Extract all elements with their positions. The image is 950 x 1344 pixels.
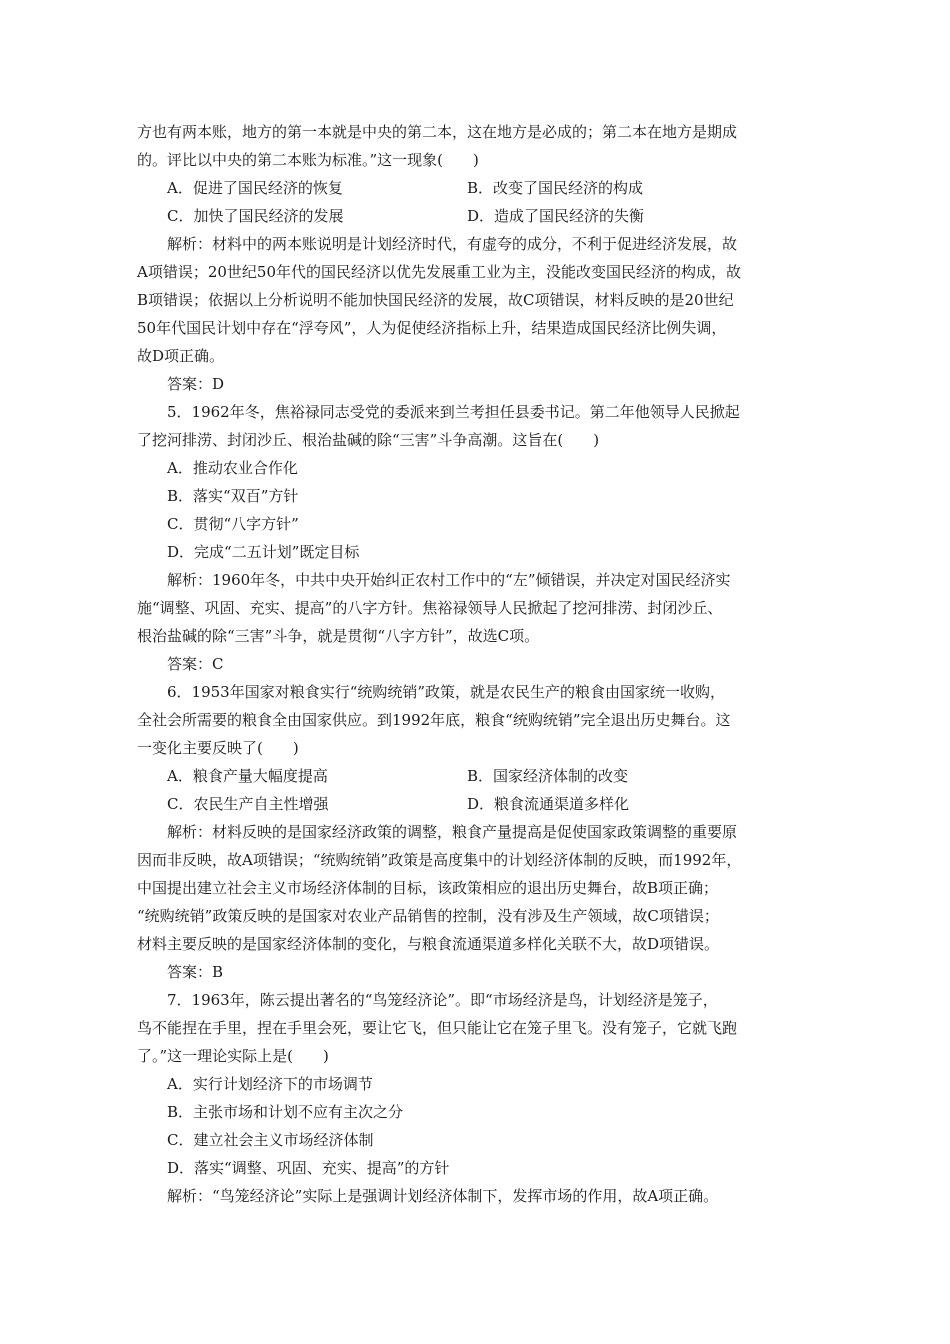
option-row — [137, 762, 813, 790]
option-row — [137, 202, 813, 230]
option-a: A．促进了国民经济的恢复 — [167, 179, 343, 197]
question-stem-line: 7．1963年，陈云提出著名的“鸟笼经济论”。即“市场经济是鸟，计划经济是笼子， — [167, 991, 718, 1009]
option-b: B．国家经济体制的改变 — [467, 767, 629, 785]
option-a: A．实行计划经济下的市场调节 — [167, 1075, 373, 1093]
option-d: D．落实“调整、巩固、充实、提高”的方针 — [167, 1159, 450, 1177]
question-stem-line: 全社会所需要的粮食全由国家供应。到1992年底，粮食“统购统销”完全退出历史舞台。这 — [137, 711, 731, 729]
analysis-line: 解析：1960年冬，中共中央开始纠正农村工作中的“左”倾错误，并决定对国民经济实 — [167, 571, 731, 589]
option-c: C．建立社会主义市场经济体制 — [167, 1131, 374, 1149]
answer: 答案：C — [167, 655, 224, 673]
question-stem-line: 了。”这一理论实际上是( ) — [137, 1047, 329, 1065]
option-c: C．加快了国民经济的发展 — [167, 207, 344, 225]
question-stem-line: 6．1953年国家对粮食实行“统购统销”政策，就是农民生产的粮食由国家统一收购， — [167, 683, 726, 701]
option-a: A．推动农业合作化 — [167, 459, 298, 477]
option-c: C．贯彻“八字方针” — [167, 515, 299, 533]
analysis-line: 材料主要反映的是国家经济体制的变化，与粮食流通渠道多样化关联不大，故D项错误。 — [137, 935, 720, 953]
analysis-line: “统购统销”政策反映的是国家对农业产品销售的控制，没有涉及生产领域，故C项错误； — [137, 907, 719, 925]
question-stem-line: 方也有两本账，地方的第一本就是中央的第二本，这在地方是必成的；第二本在地方是期成 — [137, 123, 738, 141]
question-stem-line: 了挖河排涝、封闭沙丘、根治盐碱的除“三害”斗争高潮。这旨在( ) — [137, 431, 600, 449]
document-page — [137, 118, 813, 1210]
analysis-line: 解析：材料反映的是国家经济政策的调整，粮食产量提高是促使国家政策调整的重要原 — [167, 823, 738, 841]
analysis-line: 故D项正确。 — [137, 347, 225, 365]
option-a: A．粮食产量大幅度提高 — [167, 767, 328, 785]
analysis-line: 根治盐碱的除“三害”斗争，就是贯彻“八字方针”，故选C项。 — [137, 627, 540, 645]
question-5 — [137, 398, 813, 678]
option-row — [137, 790, 813, 818]
analysis-line: 中国提出建立社会主义市场经济体制的目标，该政策相应的退出历史舞台，故B项正确； — [137, 879, 719, 897]
answer: 答案：B — [167, 963, 224, 981]
analysis-line: 解析：“鸟笼经济论”实际上是强调计划经济体制下，发挥市场的作用，故A项正确。 — [167, 1187, 719, 1205]
question-7 — [137, 986, 813, 1210]
question-stem-line: 鸟不能捏在手里，捏在手里会死，要让它飞，但只能让它在笼子里飞。没有笼子，它就飞跑 — [137, 1019, 738, 1037]
option-c: C．农民生产自主性增强 — [167, 795, 329, 813]
analysis-line: A项错误；20世纪50年代的国民经济以优先发展重工业为主，没能改变国民经济的构成，故 — [137, 263, 742, 281]
answer: 答案：D — [167, 375, 225, 393]
analysis-line: 因而非反映，故A项错误；“统购统销”政策是高度集中的计划经济体制的反映，而1992年， — [137, 851, 742, 869]
question-6 — [137, 678, 813, 986]
question-stem-line: 5．1962年冬，焦裕禄同志受党的委派来到兰考担任县委书记。第二年他领导人民掀起 — [167, 403, 740, 421]
option-d: D．完成“二五计划”既定目标 — [167, 543, 360, 561]
question-4 — [137, 118, 813, 398]
analysis-line: 50年代国民计划中存在“浮夸风”，人为促使经济指标上升，结果造成国民经济比例失调， — [137, 319, 727, 337]
question-stem-line: 的。评比以中央的第二本账为标准。”这一现象( ) — [137, 151, 479, 169]
analysis-line: B项错误；依据以上分析说明不能加快国民经济的发展，故C项错误，材料反映的是20世纪 — [137, 291, 734, 309]
option-b: B．主张市场和计划不应有主次之分 — [167, 1103, 404, 1121]
question-stem-line: 一变化主要反映了( ) — [137, 739, 299, 757]
option-d: D．粮食流通渠道多样化 — [467, 795, 630, 813]
analysis-line: 施“调整、巩固、充实、提高”的八字方针。焦裕禄领导人民掀起了挖河排涝、封闭沙丘、 — [137, 599, 723, 617]
option-row — [137, 174, 813, 202]
option-b: B．改变了国民经济的构成 — [467, 179, 644, 197]
option-b: B．落实“双百”方针 — [167, 487, 299, 505]
option-d: D．造成了国民经济的失衡 — [467, 207, 645, 225]
analysis-line: 解析：材料中的两本账说明是计划经济时代，有虚夸的成分，不利于促进经济发展，故 — [167, 235, 738, 253]
